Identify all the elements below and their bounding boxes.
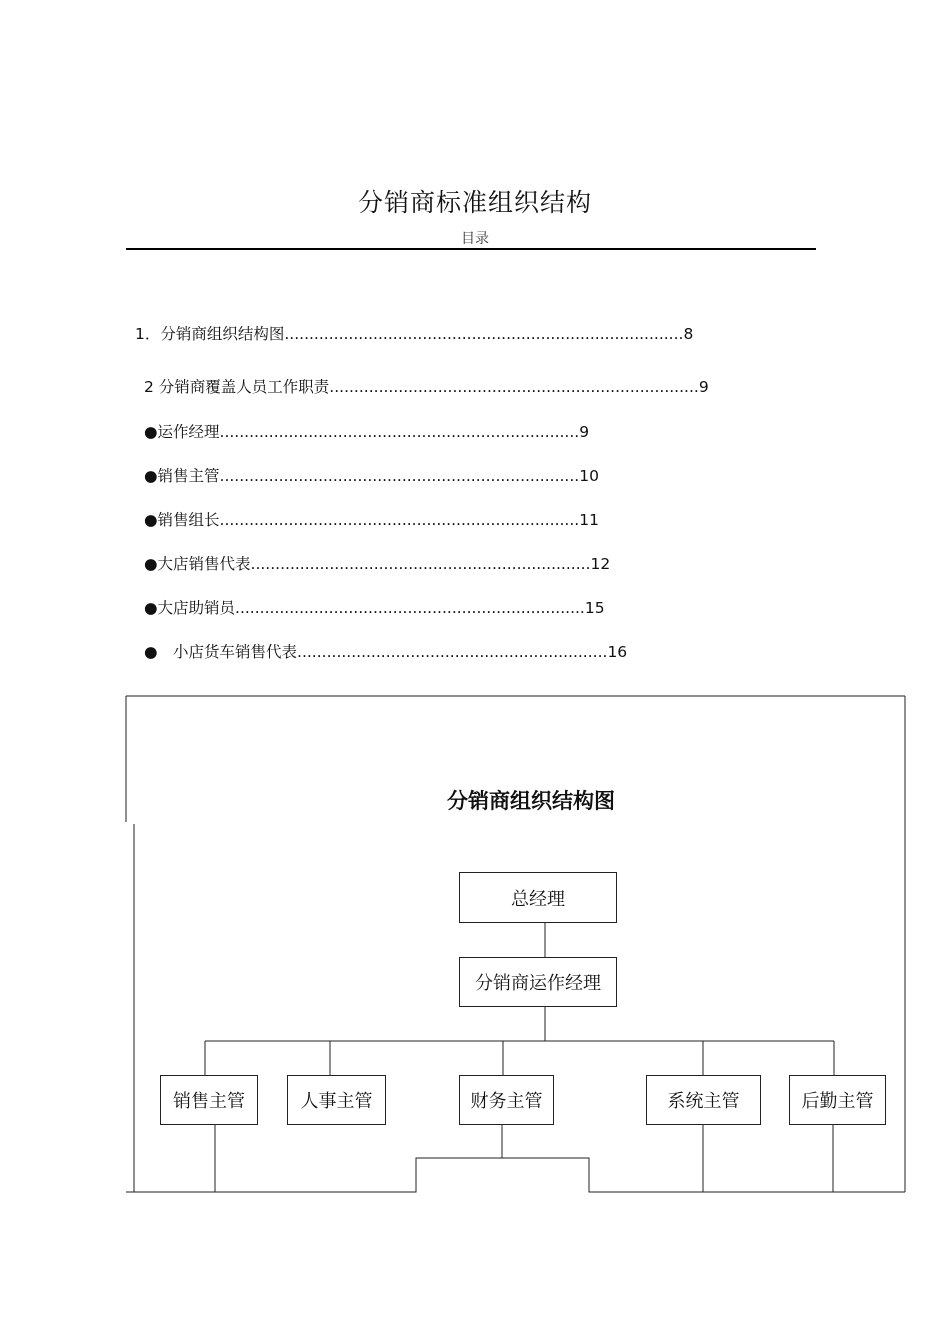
toc-leader: .........................................................................	[219, 467, 580, 485]
node-finance-supervisor: 财务主管	[459, 1075, 554, 1125]
toc-entry-label: 2 分销商覆盖人员工作职责	[144, 378, 330, 396]
toc-leader: .................................................................................	[284, 325, 684, 343]
toc-entry-page: 12	[590, 555, 611, 573]
toc-entry-label: ●大店销售代表	[144, 555, 251, 573]
node-operations-manager: 分销商运作经理	[459, 957, 617, 1007]
toc-entry-page: 9	[698, 378, 709, 396]
toc-entry-page: 16	[607, 643, 628, 661]
toc-entry-label: ●销售主管	[144, 467, 220, 485]
toc-entry-page: 9	[579, 423, 590, 441]
org-chart-title: 分销商组织结构图	[447, 789, 615, 813]
toc-entry-page: 15	[584, 599, 605, 617]
node-general-manager: 总经理	[459, 872, 617, 923]
toc-heading: 目录	[461, 231, 489, 247]
toc-entry-label: ● 小店货车销售代表	[144, 643, 298, 661]
node-system-supervisor: 系统主管	[646, 1075, 761, 1125]
frame-bottom	[126, 1158, 905, 1192]
toc-entry-page: 10	[579, 467, 599, 485]
node-logistics-supervisor: 后勤主管	[789, 1075, 886, 1125]
toc-entry-label: ●销售组长	[144, 511, 220, 529]
toc-leader: .....................................................................	[250, 555, 591, 573]
toc-entry-page: 8	[683, 325, 694, 343]
node-sales-supervisor: 销售主管	[160, 1075, 258, 1125]
node-hr-supervisor: 人事主管	[287, 1075, 386, 1125]
toc-leader: .........................................................................	[219, 511, 580, 529]
toc-leader: .......................................................................	[235, 599, 585, 617]
toc-leader: ...............................................................	[297, 643, 608, 661]
toc-entry-label: ●运作经理	[144, 423, 220, 441]
toc-leader: ...........................................................................	[329, 378, 699, 396]
toc-entry-page: 11	[579, 511, 599, 529]
toc-leader: .........................................................................	[219, 423, 580, 441]
toc-entry-label: 1．分销商组织结构图	[135, 325, 285, 343]
toc-entry-label: ●大店助销员	[144, 599, 236, 617]
page-title: 分销商标准组织结构	[357, 188, 592, 217]
